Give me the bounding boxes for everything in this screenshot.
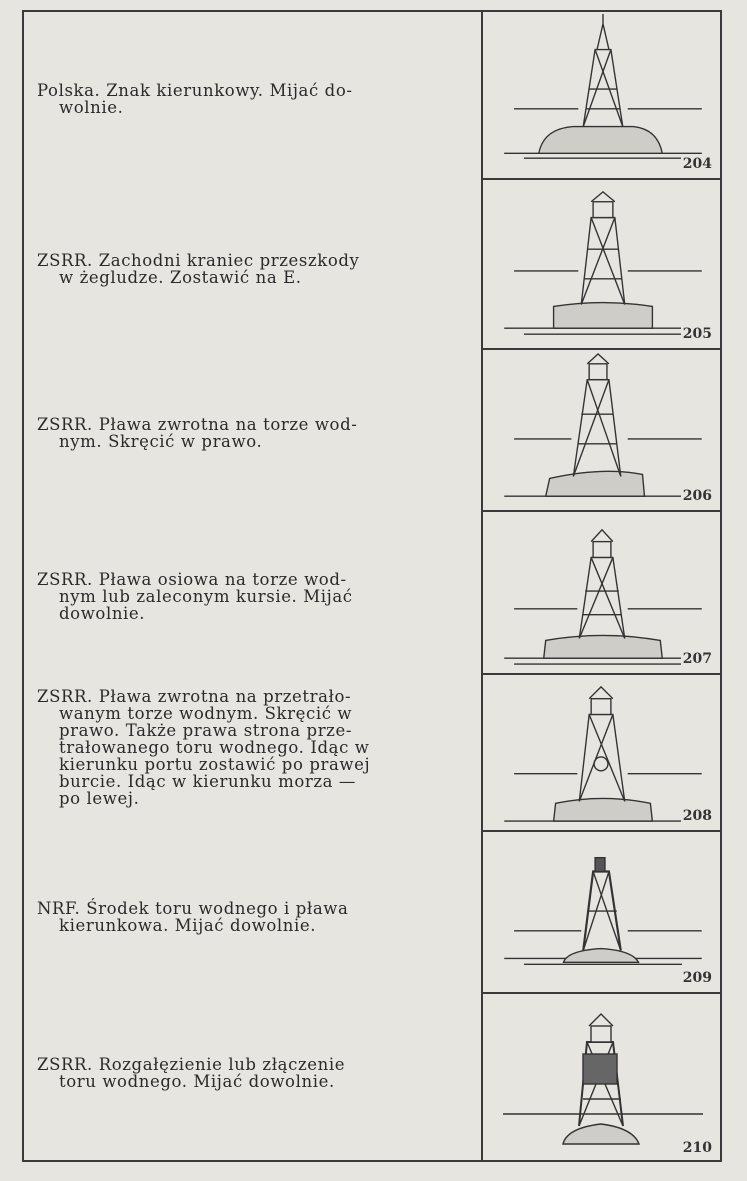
row-line: ZSRR. Rozgałęzienie lub złączenie xyxy=(37,1055,346,1074)
figure-number: 206 xyxy=(682,488,712,504)
figure-number: 208 xyxy=(682,808,712,824)
buoy-drawing xyxy=(483,675,722,830)
buoy-illustration-206 xyxy=(483,350,722,512)
figure-number: 205 xyxy=(682,326,712,342)
buoy-illustration-205 xyxy=(483,180,722,350)
row-line: kierunku portu zostawić po prawej xyxy=(59,755,371,774)
row-line: prawo. Także prawa strona prze- xyxy=(59,721,353,740)
buoy-drawing xyxy=(483,832,722,992)
row-text-205 xyxy=(37,252,469,286)
row-line: ZSRR. Pława zwrotna na przetrało- xyxy=(37,687,352,706)
buoy-drawing xyxy=(483,10,722,178)
buoy-illustration-209 xyxy=(483,832,722,994)
figure-number: 210 xyxy=(682,1140,712,1156)
buoy-drawing xyxy=(483,512,722,673)
row-line: wanym torze wodnym. Skręcić w xyxy=(59,704,353,723)
buoy-drawing xyxy=(483,994,722,1162)
row-line: Polska. Znak kierunkowy. Mijać do- xyxy=(37,81,353,100)
figure-number: 209 xyxy=(682,970,712,986)
buoy-illustration-210 xyxy=(483,994,722,1162)
row-line: NRF. Środek toru wodnego i pława xyxy=(37,899,349,918)
row-text-210 xyxy=(37,1056,469,1090)
row-line: w żegludze. Zostawić na E. xyxy=(59,268,302,287)
row-line: burcie. Idąc w kierunku morza — xyxy=(59,772,357,791)
buoy-illustration-207 xyxy=(483,512,722,675)
row-text-209 xyxy=(37,900,469,934)
buoy-drawing xyxy=(483,350,722,510)
row-line: kierunkowa. Mijać dowolnie. xyxy=(59,916,317,935)
row-line: dowolnie. xyxy=(59,604,146,623)
row-line: trałowanego toru wodnego. Idąc w xyxy=(59,738,370,757)
buoy-illustration-204 xyxy=(483,10,722,180)
row-line: wolnie. xyxy=(59,98,124,117)
row-text-207 xyxy=(37,571,469,622)
row-line: ZSRR. Pława zwrotna na torze wod- xyxy=(37,415,358,434)
buoy-illustration-208 xyxy=(483,675,722,832)
row-line: toru wodnego. Mijać dowolnie. xyxy=(59,1072,335,1091)
figure-number: 204 xyxy=(682,156,712,172)
row-text-208 xyxy=(37,688,469,807)
row-text-206 xyxy=(37,416,469,450)
row-line: ZSRR. Pława osiowa na torze wod- xyxy=(37,570,347,589)
row-line: nym. Skręcić w prawo. xyxy=(59,432,263,451)
row-line: nym lub zaleconym kursie. Mijać xyxy=(59,587,353,606)
row-text-204 xyxy=(37,82,469,116)
buoy-drawing xyxy=(483,180,722,348)
figure-number: 207 xyxy=(682,651,712,667)
row-line: po lewej. xyxy=(59,789,140,808)
row-line: ZSRR. Zachodni kraniec przeszkody xyxy=(37,251,360,270)
